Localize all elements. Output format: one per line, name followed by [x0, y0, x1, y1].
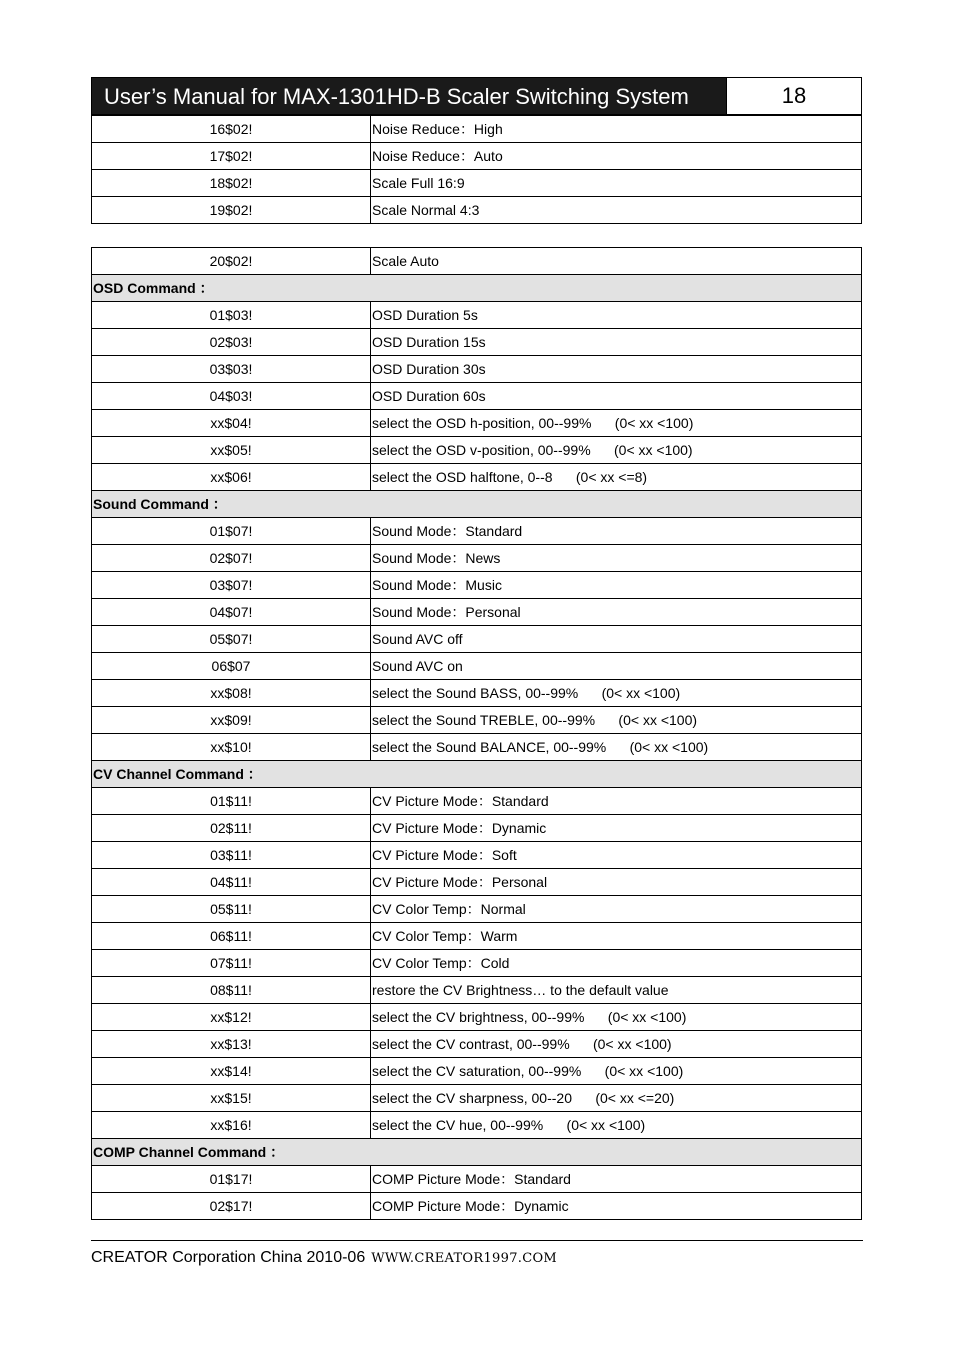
command-row	[92, 626, 862, 653]
command-code: xx$15!	[92, 1085, 371, 1112]
command-description: CV Color Temp：Cold	[371, 950, 862, 977]
command-code: 01$11!	[92, 788, 371, 815]
command-table-2	[91, 247, 862, 1220]
command-description: CV Color Temp：Normal	[371, 896, 862, 923]
section-title: COMP Channel Command ：	[92, 1139, 862, 1166]
command-code: 20$02!	[92, 248, 371, 275]
command-description: select the CV contrast, 00--99% (0< xx <100)	[371, 1031, 862, 1058]
command-code: xx$05!	[92, 437, 371, 464]
command-row	[92, 869, 862, 896]
command-row	[92, 1112, 862, 1139]
command-code: 01$17!	[92, 1166, 371, 1193]
command-code: 01$07!	[92, 518, 371, 545]
command-description: OSD Duration 15s	[371, 329, 862, 356]
command-row	[92, 545, 862, 572]
footer-company: CREATOR Corporation China 2010-06	[91, 1249, 366, 1266]
command-code: xx$10!	[92, 734, 371, 761]
command-description: OSD Duration 60s	[371, 383, 862, 410]
command-code: 06$07	[92, 653, 371, 680]
command-code: 05$07!	[92, 626, 371, 653]
command-row	[92, 653, 862, 680]
command-code: 04$03!	[92, 383, 371, 410]
command-description: COMP Picture Mode：Dynamic	[371, 1193, 862, 1220]
command-row	[92, 518, 862, 545]
command-description: select the OSD h-position, 00--99% (0< xx <100)	[371, 410, 862, 437]
section-title: CV Channel Command ：	[92, 761, 862, 788]
command-description: CV Picture Mode：Standard	[371, 788, 862, 815]
command-description: Sound Mode：Personal	[371, 599, 862, 626]
command-code: 08$11!	[92, 977, 371, 1004]
section-header-row	[92, 1139, 862, 1166]
command-code: 03$03!	[92, 356, 371, 383]
command-row	[92, 599, 862, 626]
command-description: COMP Picture Mode：Standard	[371, 1166, 862, 1193]
command-code: 19$02!	[92, 197, 371, 224]
command-code: 06$11!	[92, 923, 371, 950]
command-code: 16$02!	[92, 116, 371, 143]
command-row	[92, 680, 862, 707]
section-title: OSD Command ：	[92, 275, 862, 302]
command-description: select the Sound BASS, 00--99% (0< xx <100)	[371, 680, 862, 707]
command-description: select the CV brightness, 00--99% (0< xx <100)	[371, 1004, 862, 1031]
command-code: 03$11!	[92, 842, 371, 869]
command-row	[92, 1193, 862, 1220]
command-row	[92, 410, 862, 437]
section-header-row	[92, 761, 862, 788]
command-row	[92, 143, 862, 170]
command-description: select the CV sharpness, 00--20 (0< xx <=20)	[371, 1085, 862, 1112]
command-row	[92, 1031, 862, 1058]
command-code: 03$07!	[92, 572, 371, 599]
command-row	[92, 842, 862, 869]
page-header	[91, 77, 862, 115]
command-description: CV Picture Mode：Soft	[371, 842, 862, 869]
command-row	[92, 1004, 862, 1031]
command-code: 17$02!	[92, 143, 371, 170]
command-row	[92, 977, 862, 1004]
command-description: select the CV hue, 00--99% (0< xx <100)	[371, 1112, 862, 1139]
command-description: restore the CV Brightness… to the default value	[371, 977, 862, 1004]
command-table-1-body	[92, 116, 862, 224]
command-description: Sound Mode：Music	[371, 572, 862, 599]
command-description: OSD Duration 5s	[371, 302, 862, 329]
command-code: xx$08!	[92, 680, 371, 707]
command-description: CV Picture Mode：Dynamic	[371, 815, 862, 842]
command-row	[92, 170, 862, 197]
command-row	[92, 248, 862, 275]
section-header-row	[92, 275, 862, 302]
command-description: Sound AVC off	[371, 626, 862, 653]
command-code: 18$02!	[92, 170, 371, 197]
command-code: 02$03!	[92, 329, 371, 356]
command-code: xx$09!	[92, 707, 371, 734]
command-row	[92, 1166, 862, 1193]
footer-divider	[91, 1240, 863, 1241]
command-description: Sound Mode：Standard	[371, 518, 862, 545]
footer-url: WWW.CREATOR1997.COM	[371, 1251, 558, 1266]
command-row	[92, 788, 862, 815]
manual-title: User’s Manual for MAX-1301HD-B Scaler Switching System	[92, 78, 726, 114]
command-row	[92, 815, 862, 842]
command-row	[92, 1085, 862, 1112]
command-row	[92, 734, 862, 761]
command-description: Noise Reduce：Auto	[371, 143, 862, 170]
command-code: 02$11!	[92, 815, 371, 842]
command-row	[92, 383, 862, 410]
command-description: OSD Duration 30s	[371, 356, 862, 383]
section-header-row	[92, 491, 862, 518]
page-footer	[91, 1249, 557, 1267]
command-description: select the Sound TREBLE, 00--99% (0< xx <100)	[371, 707, 862, 734]
command-code: xx$06!	[92, 464, 371, 491]
command-description: select the OSD v-position, 00--99% (0< xx <100)	[371, 437, 862, 464]
command-description: select the OSD halftone, 0--8 (0< xx <=8)	[371, 464, 862, 491]
command-row	[92, 356, 862, 383]
command-code: 07$11!	[92, 950, 371, 977]
command-code: 01$03!	[92, 302, 371, 329]
command-table-2-body	[92, 248, 862, 1220]
command-description: CV Picture Mode：Personal	[371, 869, 862, 896]
command-description: select the Sound BALANCE, 00--99% (0< xx <100)	[371, 734, 862, 761]
command-code: 02$07!	[92, 545, 371, 572]
command-description: Scale Auto	[371, 248, 862, 275]
command-code: xx$13!	[92, 1031, 371, 1058]
command-description: Noise Reduce：High	[371, 116, 862, 143]
command-row	[92, 197, 862, 224]
command-description: CV Color Temp：Warm	[371, 923, 862, 950]
page-number: 18	[726, 78, 861, 114]
command-row	[92, 329, 862, 356]
command-code: xx$16!	[92, 1112, 371, 1139]
command-row	[92, 464, 862, 491]
command-code: 05$11!	[92, 896, 371, 923]
command-description: Sound Mode：News	[371, 545, 862, 572]
command-code: xx$12!	[92, 1004, 371, 1031]
command-code: xx$14!	[92, 1058, 371, 1085]
command-row	[92, 572, 862, 599]
command-row	[92, 302, 862, 329]
section-title: Sound Command ：	[92, 491, 862, 518]
command-row	[92, 923, 862, 950]
command-code: 04$11!	[92, 869, 371, 896]
command-code: 04$07!	[92, 599, 371, 626]
command-row	[92, 437, 862, 464]
command-table-1	[91, 115, 862, 224]
command-description: select the CV saturation, 00--99% (0< xx <100)	[371, 1058, 862, 1085]
command-row	[92, 116, 862, 143]
command-description: Scale Normal 4:3	[371, 197, 862, 224]
command-row	[92, 896, 862, 923]
command-code: xx$04!	[92, 410, 371, 437]
command-row	[92, 1058, 862, 1085]
command-row	[92, 707, 862, 734]
command-description: Sound AVC on	[371, 653, 862, 680]
command-description: Scale Full 16:9	[371, 170, 862, 197]
command-row	[92, 950, 862, 977]
command-code: 02$17!	[92, 1193, 371, 1220]
